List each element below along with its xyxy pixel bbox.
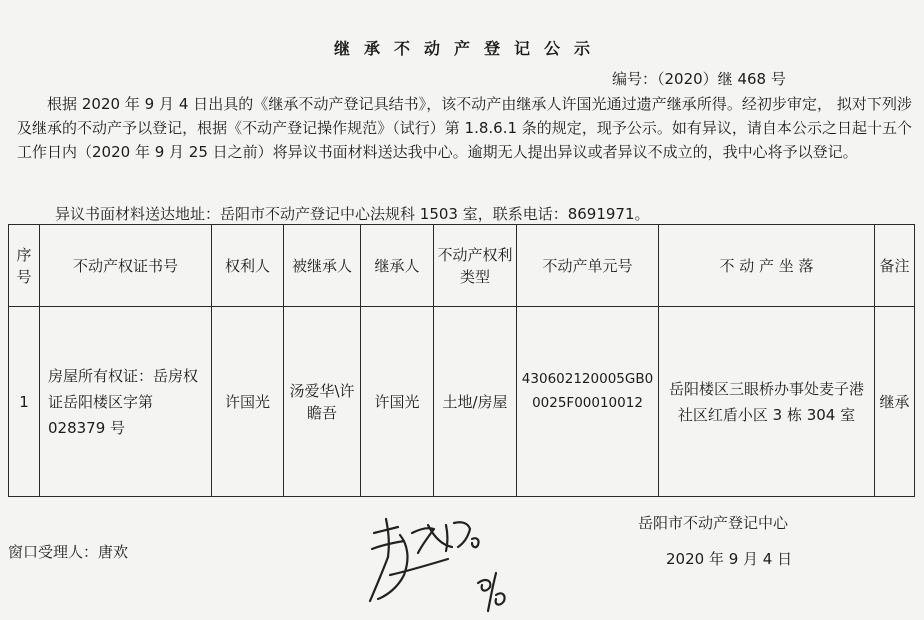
objection-address: 异议书面材料送达地址：岳阳市不动产登记中心法规科 1503 室，联系电话：8691971。 [55, 205, 650, 223]
handwritten-signature [368, 515, 518, 617]
page-title: 继承不动产登记公示 [333, 39, 604, 58]
header-unit-no: 不动产单元号 [517, 225, 659, 307]
issue-date: 2020 年 9 月 4 日 [666, 550, 793, 568]
header-heir: 继承人 [361, 225, 434, 307]
cell-location: 岳阳楼区三眼桥办事处麦子港社区红盾小区 3 栋 304 室 [659, 307, 875, 497]
cell-right-type: 土地/房屋 [434, 307, 517, 497]
header-seq: 序号 [9, 225, 40, 307]
cell-unit-no: 430602120005GB00025F00010012 [517, 307, 659, 497]
cell-heir: 许国光 [361, 307, 434, 497]
cell-remark: 继承 [875, 307, 915, 497]
cell-seq: 1 [9, 307, 40, 497]
header-right-type: 不动产权利类型 [434, 225, 517, 307]
window-clerk: 窗口受理人：唐欢 [8, 543, 129, 561]
table-header-row [9, 225, 915, 307]
header-deceased: 被继承人 [284, 225, 361, 307]
cell-owner: 许国光 [212, 307, 284, 497]
header-owner: 权利人 [212, 225, 284, 307]
document-number: 编号：（2020）继 468 号 [612, 70, 786, 88]
header-remark: 备注 [875, 225, 915, 307]
header-cert: 不动产权证书号 [40, 225, 212, 307]
header-location: 不 动 产 坐 落 [659, 225, 875, 307]
table-row [9, 307, 915, 497]
issuing-center: 岳阳市不动产登记中心 [638, 514, 789, 532]
cell-cert: 房屋所有权证：岳房权证岳阳楼区字第 028379 号 [40, 307, 212, 497]
registration-table [8, 224, 915, 497]
notice-body: 根据 2020 年 9 月 4 日出具的《继承不动产登记具结书》，该不动产由继承人许国光通过遗产继承所得。经初步审定， 拟对下列涉及继承的不动产予以登记，根据《不动产登记操作规范》（试行）第 1.8.6.1 条的规定，现予公示。如有异议，请自本公示之日起十五个工作日内（2020 年 9 月 25 日之前）将异议书面材料送达我中心。逾期无人提出异议或者异议不成立的，我中心将予以登记。 [17, 95, 912, 161]
cell-deceased: 汤爱华\许瞻吾 [284, 307, 361, 497]
